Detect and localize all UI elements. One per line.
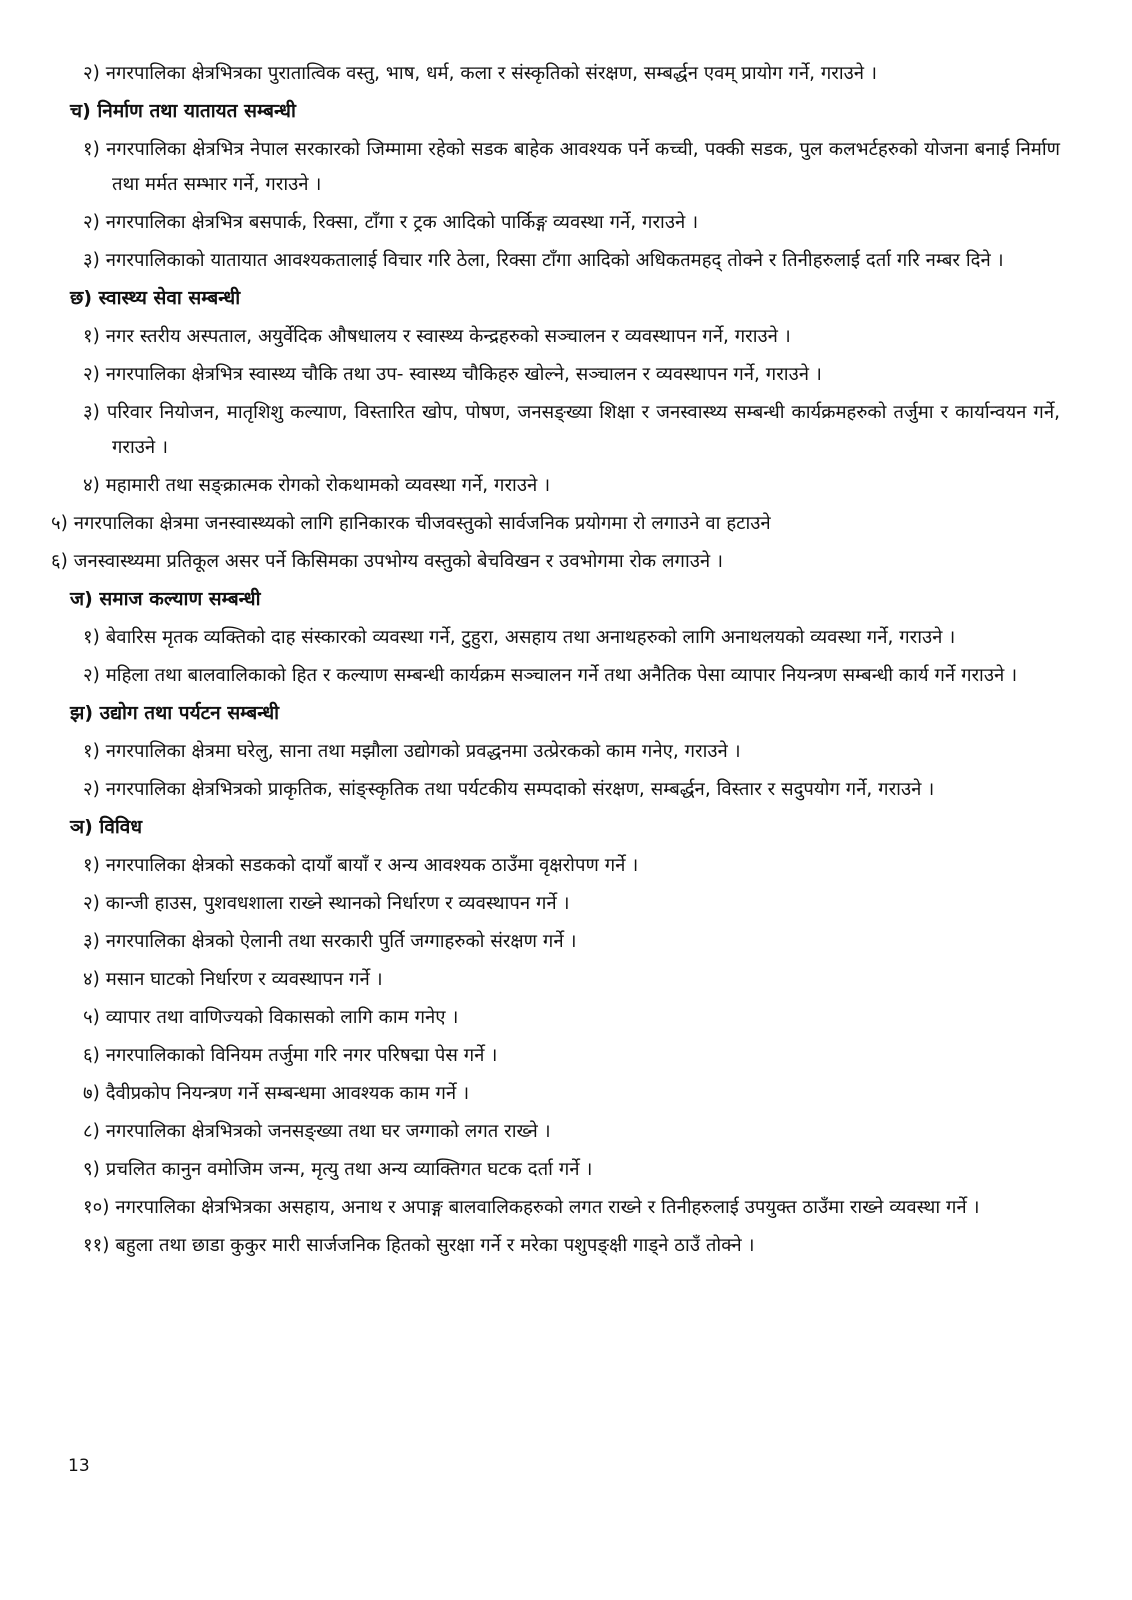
document-body bbox=[51, 56, 1060, 1266]
list-item: ८) नगरपालिका क्षेत्रभित्रको जनसङ्ख्या तथा घर जग्गाको लगत राख्ने । bbox=[83, 1121, 551, 1142]
list-item: २) नगरपालिका क्षेत्रभित्रका पुरातात्विक वस्तु, भाष, धर्म, कला र संस्कृतिको संरक्षण, सम्बर्द्धन एवम् प्रायोग गर्ने, गराउने । bbox=[83, 63, 877, 84]
section-heading-construction: च) निर्माण तथा यातायत सम्बन्धी bbox=[70, 100, 296, 122]
list-item: ३) नगरपालिका क्षेत्रको ऐलानी तथा सरकारी पुर्ति जग्गाहरुको संरक्षण गर्ने । bbox=[83, 931, 577, 952]
list-item: ५) व्यापार तथा वाणिज्यको विकासको लागि काम गनेए । bbox=[83, 1007, 459, 1028]
list-item: १) नगरपालिका क्षेत्रको सडकको दायाँ बायाँ र अन्य आवश्यक ठाउँमा वृक्षरोपण गर्ने । bbox=[83, 855, 639, 876]
section-heading-health: छ) स्वास्थ्य सेवा सम्बन्धी bbox=[70, 287, 241, 309]
section-heading-miscellaneous: ञ) विविध bbox=[70, 816, 143, 838]
list-item: ४) महामारी तथा सङ्क्रात्मक रोगको रोकथामको व्यवस्था गर्ने, गराउने । bbox=[83, 475, 551, 496]
page-number: 13 bbox=[68, 1456, 90, 1476]
list-item: २) नगरपालिका क्षेत्रभित्रको प्राकृतिक, सांङ्स्कृतिक तथा पर्यटकीय सम्पदाको संरक्षण, सम्बर्द्धन, विस्तार र सदुपयोग गर्ने, गराउने । bbox=[83, 779, 935, 800]
list-item: २) कान्जी हाउस, पुशवधशाला राख्ने स्थानको निर्धारण र व्यवस्थापन गर्ने । bbox=[83, 893, 570, 914]
list-item: १) नगरपालिका क्षेत्रभित्र नेपाल सरकारको जिम्मामा रहेको सडक बाहेक आवश्यक पर्ने कच्ची, पक्की सडक, पुल कलभर्टहरुको योजना बनाई निर्माण तथा मर्मत सम्भार गर्ने, गराउने । bbox=[83, 139, 1060, 195]
list-item: ७) दैवीप्रकोप नियन्त्रण गर्ने सम्बन्धमा आवश्यक काम गर्ने । bbox=[83, 1083, 470, 1104]
list-item: ४) मसान घाटको निर्धारण र व्यवस्थापन गर्ने । bbox=[83, 969, 383, 990]
list-item: १) नगरपालिका क्षेत्रमा घरेलु, साना तथा मझौला उद्योगको प्रवद्धनमा उत्प्रेरकको काम गनेए, गराउने । bbox=[83, 741, 741, 762]
list-item: ६) जनस्वास्थ्यमा प्रतिकूल असर पर्ने किसिमका उपभोग्य वस्तुको बेचविखन र उवभोगमा रोक लगाउने । bbox=[51, 551, 724, 572]
list-item: २) नगरपालिका क्षेत्रभित्र स्वास्थ्य चौकि तथा उप- स्वास्थ्य चौकिहरु खोल्ने, सञ्चालन र व्यवस्थापन गर्ने, गराउने । bbox=[83, 364, 822, 385]
list-item: ३) नगरपालिकाको यातायात आवश्यकतालाई विचार गरि ठेला, रिक्सा टाँगा आदिको अधिकतमहद् तोक्ने र तिनीहरुलाई दर्ता गरि नम्बर दिने । bbox=[83, 250, 1004, 271]
section-heading-industry-tourism: झ) उद्योग तथा पर्यटन सम्बन्धी bbox=[70, 702, 280, 724]
list-item: १०) नगरपालिका क्षेत्रभित्रका असहाय, अनाथ र अपाङ्ग बालवालिकहरुको लगत राख्ने र तिनीहरुलाई उपयुक्त ठाउँमा राख्ने व्यवस्था गर्ने । bbox=[83, 1197, 980, 1218]
list-item: ६) नगरपालिकाको विनियम तर्जुमा गरि नगर परिषद्मा पेस गर्ने । bbox=[83, 1045, 498, 1066]
list-item: १) नगर स्तरीय अस्पताल, अयुर्वेदिक औषधालय र स्वास्थ्य केन्द्रहरुको सञ्चालन र व्यवस्थापन गर्ने, गराउने । bbox=[83, 326, 791, 347]
list-item: ५) नगरपालिका क्षेत्रमा जनस्वास्थ्यको लागि हानिकारक चीजवस्तुको सार्वजनिक प्रयोगमा रो लगाउने वा हटाउने bbox=[51, 513, 771, 534]
list-item: ११) बहुला तथा छाडा कुकुर मारी सार्जजनिक हितको सुरक्षा गर्ने र मरेका पशुपङ्क्षी गाड्ने ठाउँ तोक्ने । bbox=[83, 1235, 755, 1256]
list-item: २) महिला तथा बालवालिकाको हित र कल्याण सम्बन्धी कार्यक्रम सञ्चालन गर्ने तथा अनैतिक पेसा व्यापार नियन्त्रण सम्बन्धी कार्य गर्ने गराउने । bbox=[83, 665, 1018, 686]
section-heading-social-welfare: ज) समाज कल्याण सम्बन्धी bbox=[70, 588, 261, 610]
list-item: ९) प्रचलित कानुन वमोजिम जन्म, मृत्यु तथा अन्य व्याक्तिगत घटक दर्ता गर्ने । bbox=[83, 1159, 593, 1180]
list-item: ३) परिवार नियोजन, मातृशिशु कल्याण, विस्तारित खोप, पोषण, जनसङ्ख्या शिक्षा र जनस्वास्थ्य सम्बन्धी कार्यक्रमहरुको तर्जुमा र कार्यान्वयन गर्ने, गराउने । bbox=[83, 402, 1060, 458]
list-item: २) नगरपालिका क्षेत्रभित्र बसपार्क, रिक्सा, टाँगा र ट्रक आदिको पार्किङ्ग व्यवस्था गर्ने, गराउने । bbox=[83, 212, 699, 233]
list-item: १) बेवारिस मृतक व्यक्तिको दाह संस्कारको व्यवस्था गर्ने, टुहुरा, असहाय तथा अनाथहरुको लागि अनाथलयको व्यवस्था गर्ने, गराउने । bbox=[83, 627, 956, 648]
